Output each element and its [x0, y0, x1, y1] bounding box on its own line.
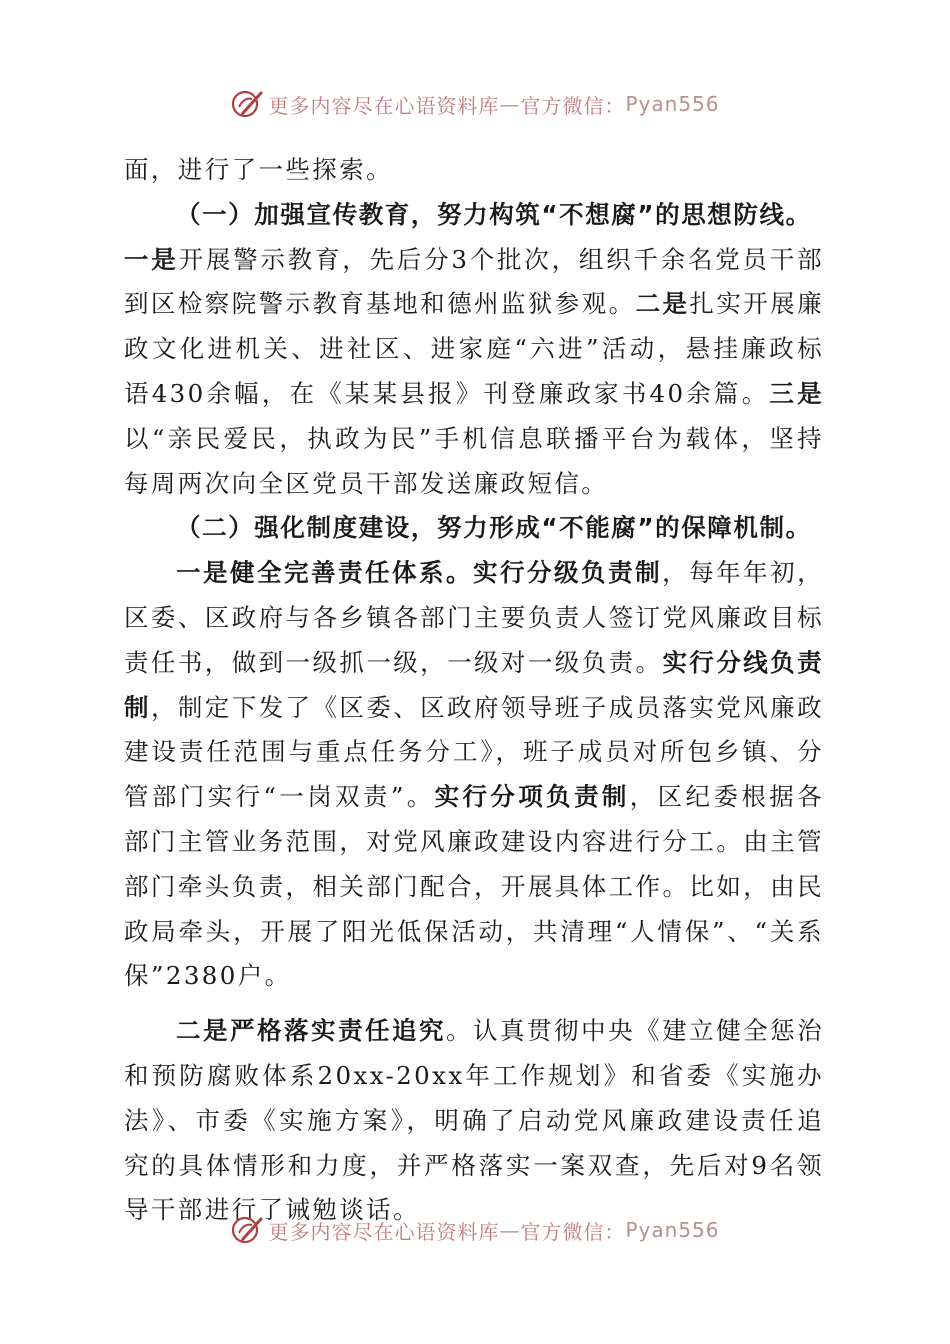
watermark-separator: — — [499, 92, 521, 116]
text-second: 扎实开展廉政文化进机关、进社区、进家庭“六进”活动，悬挂廉政标语430余幅，在《某某县报》刊登廉政家书40余篇。 — [124, 289, 824, 408]
lead-first: 一是 — [124, 244, 179, 274]
paragraph-education — [124, 238, 824, 507]
watermark-wechat-label: 官方微信： — [520, 93, 626, 118]
watermark-text: 更多内容尽在心语资料库 — [268, 93, 500, 118]
text-second: ，制定下发了《区委、区政府领导班子成员落实党风廉政建设责任范围与重点任务分工》，班子成员对所包乡镇、分管部门实行“一岗双责”。 — [124, 692, 825, 812]
text-first: 。认真贯彻中央《建立健全惩治和预防腐败体系20xx-20xx年工作规划》和省委《实施办法》、市委《实施方案》，明确了启动党风廉政建设责任追究的具体情形和力度，并严格落实一案双查，先后对9名领导干部进行了诫勉谈话。 — [124, 1016, 824, 1225]
document-body — [124, 148, 824, 1233]
watermark-wechat-id: Pyan556 — [625, 1218, 720, 1242]
lead-first: 二是严格落实责任追究 — [176, 1016, 447, 1046]
lead-second: 二是 — [635, 289, 690, 319]
section-heading-1-text: （一）加强宣传教育，努力构筑“不想腐”的思想防线。 — [176, 199, 812, 229]
pen-logo-icon — [230, 87, 264, 121]
section-heading-1 — [124, 193, 824, 238]
text-third: ，区纪委根据各部门主管业务范围，对党风廉政建设内容进行分工。由主管部门牵头负责，相关部门配合，开展具体工作。比如，由民政局牵头，开展了阳光低保活动，共清理“人情保”、“关系保”2380户。 — [124, 782, 824, 991]
text-first: 开展警示教育，先后分3个批次，组织千余名党员干部到区检察院警示教育基地和德州监狱参观。 — [124, 244, 824, 319]
watermark-wechat-label: 官方微信： — [520, 1219, 626, 1244]
section-heading-2 — [124, 506, 824, 551]
lead-first: 一是健全完善责任体系。实行分级负责制 — [176, 558, 663, 588]
paragraph-continuation: 面，进行了一些探索。 — [124, 155, 393, 184]
watermark-wechat-id: Pyan556 — [625, 92, 720, 116]
pen-logo-icon — [230, 1213, 264, 1247]
watermark-bottom — [0, 1210, 950, 1250]
text-third: 以“亲民爱民，执政为民”手机信息联播平台为载体，坚持每周两次向全区党员干部发送廉政短信。 — [124, 423, 824, 498]
lead-third: 三是 — [769, 378, 824, 408]
section-heading-2-text: （二）强化制度建设，努力形成“不能腐”的保障机制。 — [176, 513, 812, 543]
paragraph-responsibility — [124, 551, 824, 999]
lead-third: 实行分项负责制 — [434, 782, 630, 812]
paragraph-accountability — [124, 1009, 824, 1233]
watermark-text: 更多内容尽在心语资料库 — [268, 1219, 500, 1244]
watermark-separator: — — [499, 1218, 521, 1242]
text-first: ，每年年初，区委、区政府与各乡镇各部门主要负责人签订党风廉政目标责任书，做到一级抓一级，一级对一级负责。 — [124, 558, 824, 677]
watermark-top — [0, 84, 950, 124]
lead-second: 实行分线负责制 — [124, 647, 825, 722]
